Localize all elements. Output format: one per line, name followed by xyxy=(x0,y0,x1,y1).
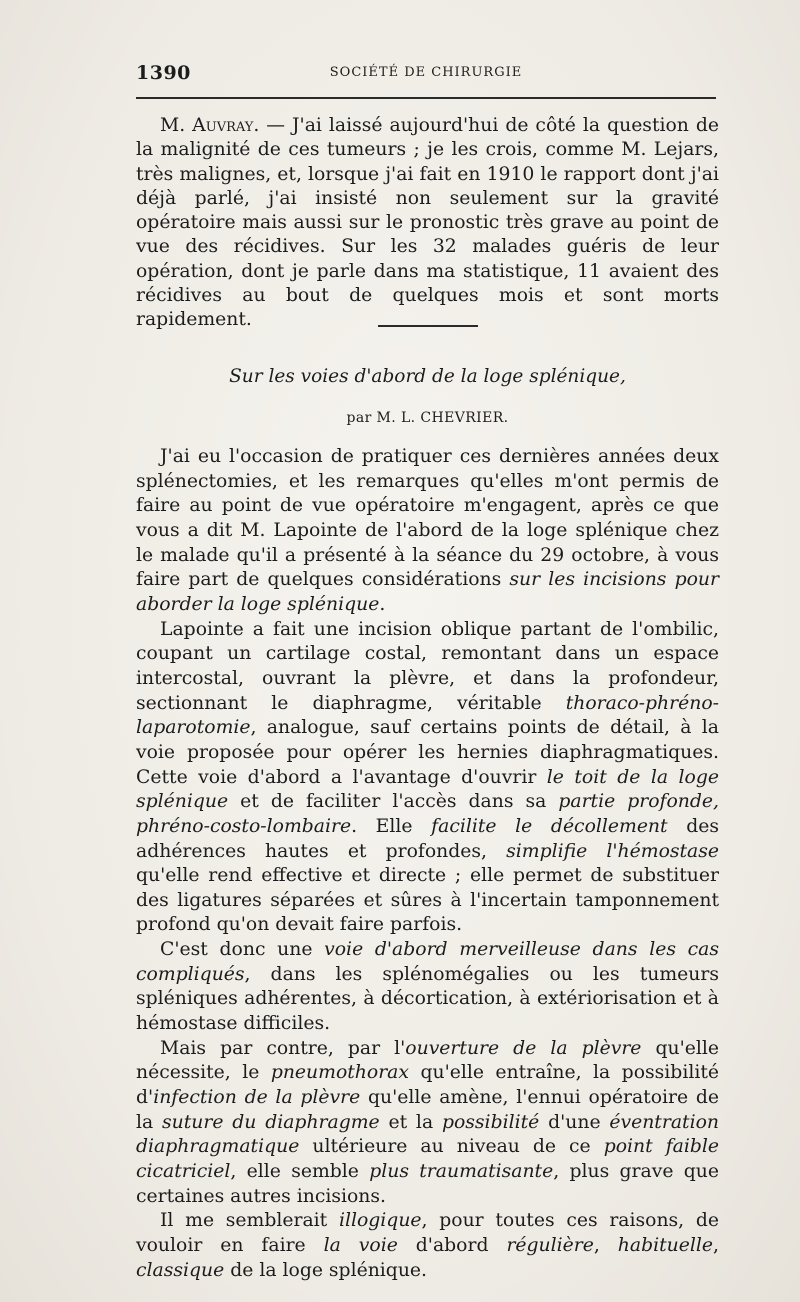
text-run: d'une xyxy=(539,1111,610,1133)
section-divider xyxy=(378,325,478,327)
text-run: . xyxy=(379,593,386,615)
text-run: qu'elle amène, l'ennui opératoire de la xyxy=(136,1087,719,1133)
discussion-text: — J'ai laissé aujourd'hui de côté la question de la malignité de ces tumeurs ; je les crois, comme M. Lejars, très malignes, et, lorsque j'ai fait en 1910 le rapport dont j'ai déjà parlé, j'ai insisté non seulement sur la gravité opératoire mais aussi sur le pronostic très grave au point de vue des récidives. Sur les 32 malades guéris de leur opération, dont je parle dans ma statistique, 11 avaient des récidives au bout de quelques mois et sont morts rapidement. xyxy=(136,115,720,331)
text-run: J'ai eu l'occasion de pratiquer ces dernières années deux splénectomies, et les remarques qu'elles m'ont permis de faire au point de vue opératoire m'engagent, après ce que vous a dit M. Lapointe de l'abord de la loge splénique chez le malade qu'il a présenté à la séance du 29 octobre, à vous faire part de quelques considérations xyxy=(136,446,719,591)
text-run: qu'elle nécessite, le xyxy=(136,1037,719,1084)
text-run: , xyxy=(713,1235,719,1256)
italic-run: voie d'abord merveilleuse dans les cas compliqués xyxy=(136,939,719,985)
text-run: , pour toutes ces raisons, de vouloir en faire xyxy=(136,1210,720,1256)
paragraph-1 xyxy=(136,445,719,618)
italic-run: suture du diaphragme xyxy=(162,1111,380,1133)
text-run: Lapointe a fait une incision oblique partant de l'ombilic, coupant un cartilage costal, remontant dans un espace intercostal, ouvrant la plèvre, et dans la profondeur, sectionnant le diaphragme, véritable xyxy=(136,618,719,714)
text-run: d'abord xyxy=(397,1235,507,1256)
italic-run: simplifie l'hémostase xyxy=(506,840,720,862)
italic-run: classique xyxy=(136,1259,225,1281)
text-run: , elle semble xyxy=(230,1161,370,1183)
text-run: , dans les splénomégalies ou les tumeurs spléniques adhérentes, à décortication, à extériorisation et à hémostase difficiles. xyxy=(136,963,719,1035)
text-run: et la xyxy=(379,1111,442,1133)
italic-run: illogique xyxy=(338,1210,422,1232)
text-run: ultérieure au niveau de ce xyxy=(299,1136,604,1158)
italic-run: la voie xyxy=(323,1235,398,1256)
italic-run: plus traumatisante xyxy=(369,1161,554,1183)
text-run: C'est donc une xyxy=(160,939,325,961)
page-header xyxy=(136,62,716,86)
speaker-name: M. Auvray. xyxy=(160,115,260,136)
paragraph-4 xyxy=(136,1037,719,1210)
text-run: de la loge splénique. xyxy=(224,1259,428,1281)
text-run: qu'elle entraîne, la possibilité d' xyxy=(136,1062,719,1109)
page-number: 1390 xyxy=(136,62,191,84)
italic-run: le toit de la loge splénique xyxy=(136,766,720,813)
italic-run: infection de la plèvre xyxy=(153,1087,361,1109)
italic-run: éventration diaphragmatique xyxy=(136,1111,719,1158)
text-run: . Elle xyxy=(351,815,432,837)
text-run: , analogue, sauf certains points de détail, à la voie proposée pour opérer les hernies diaphragmatiques. Cette voie d'abord a l'avantage d'ouvrir xyxy=(136,717,719,788)
italic-run: habituelle xyxy=(617,1235,714,1256)
discussion-paragraph xyxy=(136,114,719,333)
text-run: , plus grave que certaines autres incisions. xyxy=(136,1161,719,1207)
italic-run: pneumothorax xyxy=(270,1062,409,1084)
text-run: des adhérences hautes et profondes, xyxy=(136,815,720,862)
italic-run: point faible cicatriciel xyxy=(136,1136,720,1183)
header-rule xyxy=(136,97,716,99)
italic-run: possibilité xyxy=(441,1111,540,1133)
discussion-block xyxy=(136,114,719,333)
italic-run: facilite le décollement xyxy=(431,815,668,837)
paragraph-5 xyxy=(136,1209,719,1283)
text-run: Mais par contre, par l' xyxy=(160,1037,406,1059)
italic-run: sur les incisions pour aborder la loge splénique xyxy=(136,569,719,615)
article-body xyxy=(136,445,719,1283)
text-run: , xyxy=(593,1235,618,1256)
text-run: et de faciliter l'accès dans sa xyxy=(228,791,559,813)
running-head: SOCIÉTÉ DE CHIRURGIE xyxy=(329,65,523,80)
italic-run: régulière xyxy=(506,1235,594,1256)
article-title: Sur les voies d'abord de la loge splénique, xyxy=(229,366,626,387)
article-byline: par M. L. CHEVRIER. xyxy=(346,410,509,426)
paragraph-2 xyxy=(136,618,719,939)
italic-run: ouverture de la plèvre xyxy=(405,1037,642,1059)
paragraph-3 xyxy=(136,938,719,1037)
text-run: qu'elle rend effective et directe ; elle permet de substituer des ligatures séparées et sûres à l'incertain tamponnement profond qu'on devait faire parfois. xyxy=(136,865,719,936)
italic-run: partie profonde, phréno-costo-lombaire xyxy=(136,791,719,837)
text-run: Il me semblerait xyxy=(160,1210,339,1232)
italic-run: thoraco-phréno-laparotomie xyxy=(136,692,719,739)
